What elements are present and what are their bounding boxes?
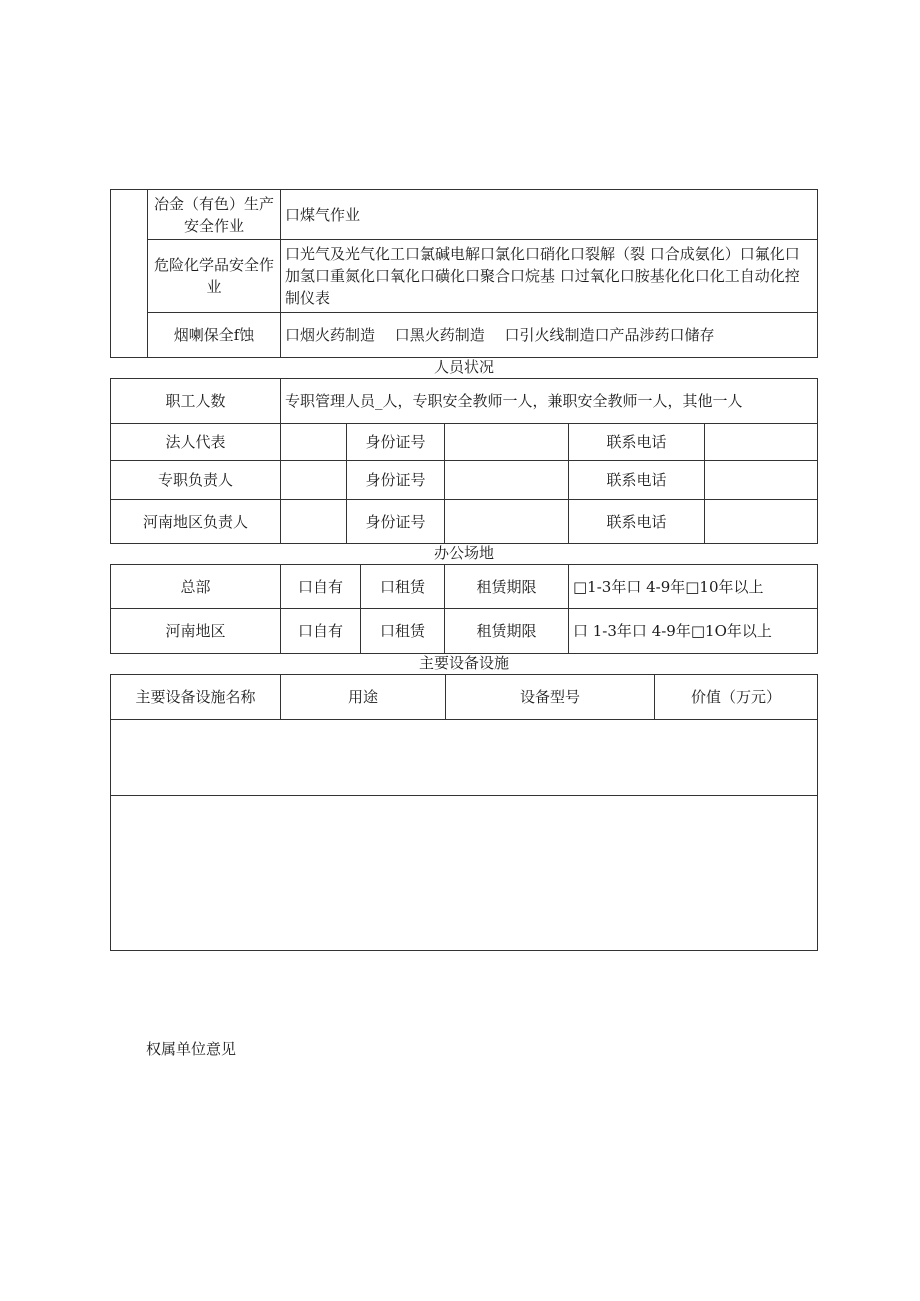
person-name-field[interactable]	[281, 461, 347, 500]
office-table	[110, 564, 818, 654]
own-checkbox[interactable]: 口自有	[281, 565, 361, 609]
work-category: 危险化学品安全作业	[148, 240, 281, 313]
id-label: 身份证号	[347, 500, 445, 544]
work-category: 冶金（有色）生产安全作业	[148, 190, 281, 240]
staff-row	[111, 379, 818, 424]
person-role: 专职负责人	[111, 461, 281, 500]
own-checkbox[interactable]: 口自有	[281, 609, 361, 654]
equipment-header-row	[111, 675, 818, 720]
header-name: 主要设备设施名称	[111, 675, 281, 720]
office-name: 总部	[111, 565, 281, 609]
work-type-row	[111, 313, 818, 358]
lease-checkbox[interactable]: 口租赁	[361, 609, 445, 654]
equipment-section-title: 主要设备设施	[418, 654, 509, 672]
work-options: 口烟火药制造 口黑火药制造 口引火线制造口产品涉药口储存	[281, 313, 818, 358]
personnel-table	[110, 378, 818, 544]
header-model: 设备型号	[446, 675, 655, 720]
term-label: 租赁期限	[445, 609, 569, 654]
work-options: 口光气及光气化工口氯碱电解口氯化口硝化口裂解（裂 口合成氨化）口氟化口加氢口重氮化口氧化口磺化口聚合口烷基 口过氧化口胺基化化口化工自动化控制仪表	[281, 240, 818, 313]
term-options[interactable]: □1-3年口 4-9年□10年以上	[569, 565, 818, 609]
opinion-label: 权属单位意见	[146, 1040, 237, 1058]
id-field[interactable]	[445, 461, 569, 500]
lease-checkbox[interactable]: 口租赁	[361, 565, 445, 609]
work-type-table	[110, 189, 818, 358]
blank-cell	[111, 190, 148, 358]
person-role: 法人代表	[111, 424, 281, 461]
phone-field[interactable]	[705, 424, 818, 461]
equipment-entry-field[interactable]	[111, 796, 818, 951]
phone-field[interactable]	[705, 500, 818, 544]
person-name-field[interactable]	[281, 424, 347, 461]
office-row	[111, 609, 818, 654]
id-label: 身份证号	[347, 461, 445, 500]
header-value: 价值（万元）	[655, 675, 818, 720]
person-row	[111, 461, 818, 500]
office-row	[111, 565, 818, 609]
term-options[interactable]: 口 1-3年口 4-9年□1O年以上	[569, 609, 818, 654]
work-options: 口煤气作业	[281, 190, 818, 240]
term-label: 租赁期限	[445, 565, 569, 609]
staff-label: 职工人数	[111, 379, 281, 424]
work-type-row	[111, 190, 818, 240]
id-field[interactable]	[445, 424, 569, 461]
person-role: 河南地区负责人	[111, 500, 281, 544]
equipment-entry-row	[111, 720, 818, 796]
phone-label: 联系电话	[569, 424, 705, 461]
id-field[interactable]	[445, 500, 569, 544]
work-category: 烟喇保全f蚀	[148, 313, 281, 358]
phone-label: 联系电话	[569, 500, 705, 544]
equipment-table	[110, 674, 818, 951]
person-row	[111, 424, 818, 461]
person-name-field[interactable]	[281, 500, 347, 544]
person-row	[111, 500, 818, 544]
equipment-entry-field[interactable]	[111, 720, 818, 796]
work-type-row	[111, 240, 818, 313]
phone-label: 联系电话	[569, 461, 705, 500]
personnel-section-title: 人员状况	[433, 358, 494, 376]
office-name: 河南地区	[111, 609, 281, 654]
header-usage: 用途	[281, 675, 446, 720]
staff-value: 专职管理人员_人，专职安全教师一人，兼职安全教师一人，其他一人	[281, 379, 818, 424]
office-section-title: 办公场地	[433, 544, 494, 562]
equipment-entry-row	[111, 796, 818, 951]
id-label: 身份证号	[347, 424, 445, 461]
phone-field[interactable]	[705, 461, 818, 500]
